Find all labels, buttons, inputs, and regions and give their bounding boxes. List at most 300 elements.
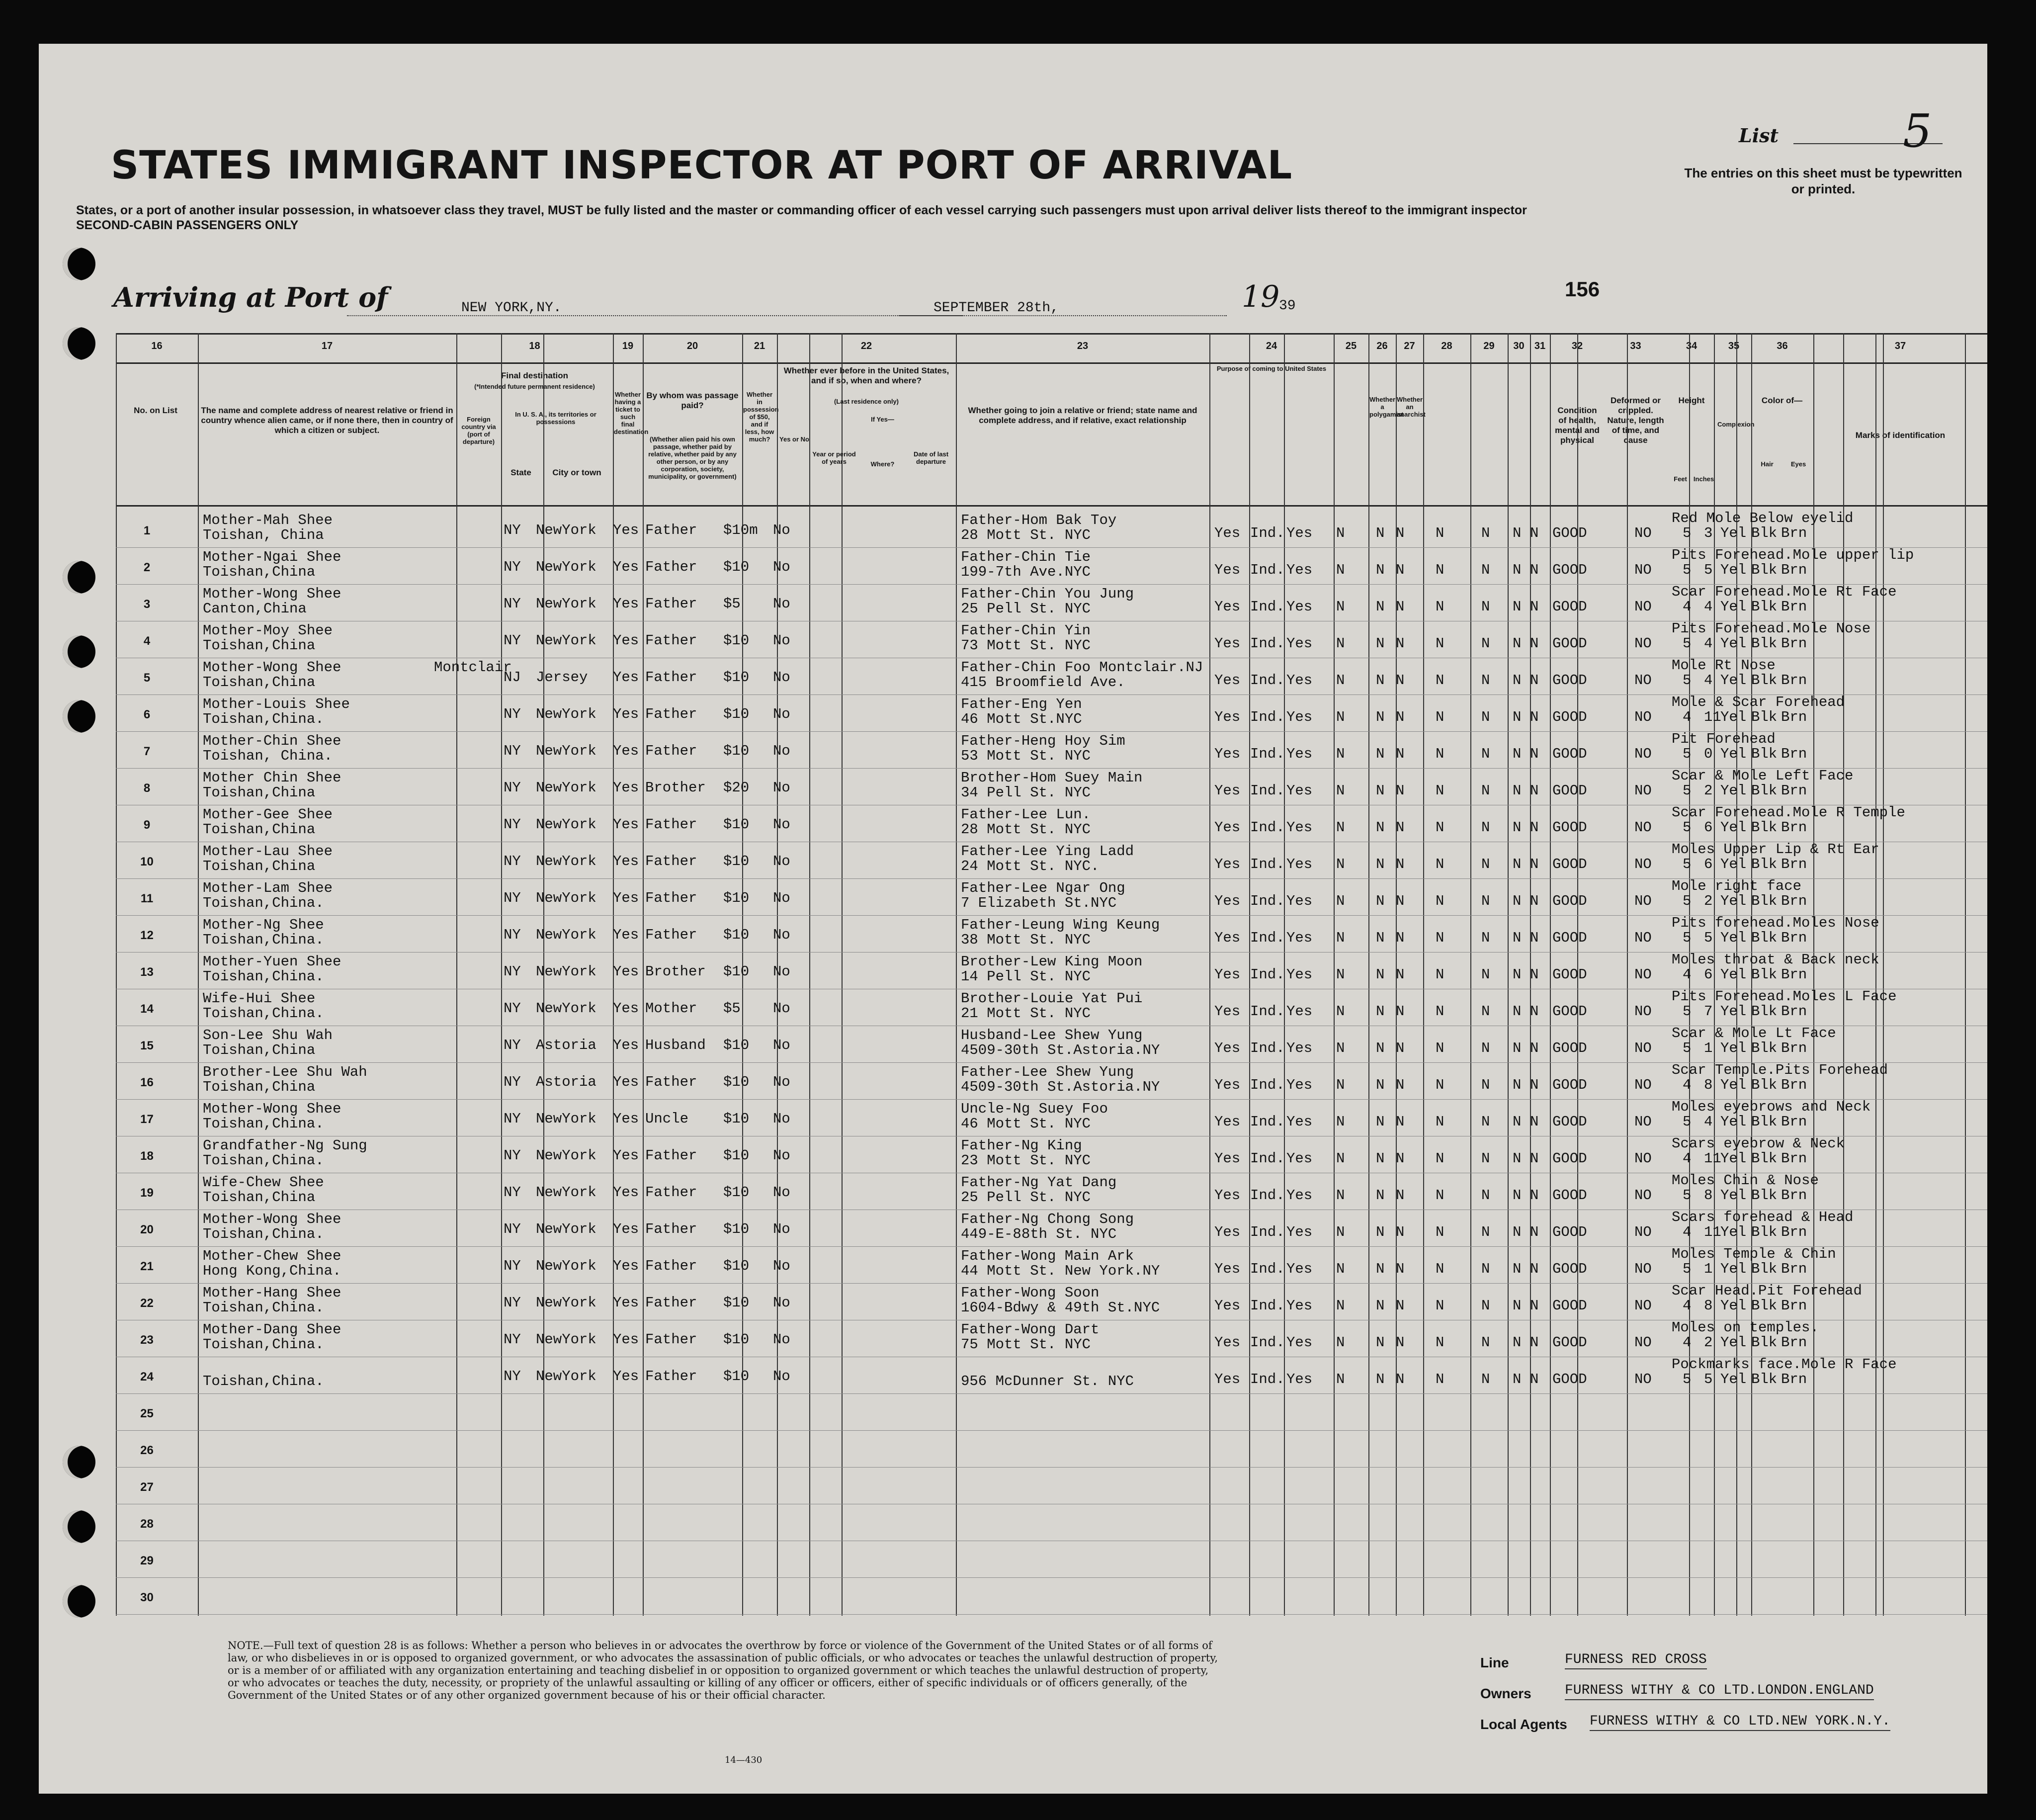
cell-c30: N [1513, 635, 1522, 652]
cell-deformed: NO [1634, 1298, 1652, 1314]
cell-ft: 5 [1683, 1187, 1692, 1204]
cell-ticket: Yes [613, 780, 639, 796]
list-stamp: 156 [1565, 277, 1600, 301]
cell-money: $10 [723, 1184, 750, 1201]
cell-join2: 4509-30th St.Astoria.NY [961, 1079, 1160, 1095]
cell-marks: Moles Temple & Chin [1672, 1246, 1836, 1262]
cell-marks: Pockmarks face.Mole R Face [1672, 1356, 1897, 1373]
colnum-29: 29 [1483, 341, 1495, 351]
header-purpose: Purpose of coming to United States [1216, 365, 1327, 372]
cell-rel2: Toishan,China. [203, 895, 324, 911]
cell-in: 2 [1704, 782, 1713, 799]
cell-join2: 1604-Bdwy & 49th St.NYC [961, 1300, 1160, 1316]
cell-paid: Father [645, 1258, 697, 1274]
header-city: City or town [552, 468, 601, 477]
cell-c26: N [1376, 1040, 1385, 1056]
cell-before: No [773, 1000, 790, 1017]
cell-p1: Yes [1214, 525, 1241, 541]
cell-p2: Ind. [1250, 819, 1285, 836]
cell-state: NY [504, 1074, 521, 1090]
cell-c30: N [1513, 782, 1522, 799]
row-number: 9 [143, 818, 151, 832]
cell-city: NewYork [536, 1111, 596, 1127]
cell-c30: N [1513, 1187, 1522, 1204]
cell-p3: Yes [1286, 1298, 1313, 1314]
cell-in: 5 [1704, 1371, 1713, 1387]
cell-rel2: Toishan,China. [203, 711, 324, 727]
cell-p2: Ind. [1250, 1040, 1285, 1056]
cell-city: NewYork [536, 853, 596, 869]
cell-c31: N [1530, 1187, 1539, 1204]
row-number: 18 [140, 1149, 154, 1163]
cell-c29: N [1481, 1224, 1490, 1240]
cell-c25: N [1336, 930, 1345, 946]
cell-ticket: Yes [613, 927, 639, 943]
cell-c28: N [1436, 856, 1444, 872]
cell-city: NewYork [536, 963, 596, 980]
cell-p3: Yes [1286, 1224, 1313, 1240]
manifest-row [116, 842, 1987, 879]
cell-p1: Yes [1214, 930, 1241, 946]
ship-line-label: Line [1480, 1655, 1509, 1670]
cell-p2: Ind. [1250, 1334, 1285, 1351]
cell-marks: Scar & Mole Lt Face [1672, 1025, 1836, 1041]
cell-ft: 4 [1683, 1077, 1692, 1093]
row-number: 2 [143, 561, 151, 574]
cell-city: NewYork [536, 1221, 596, 1237]
cell-c30: N [1513, 1077, 1522, 1093]
cell-ticket: Yes [613, 1147, 639, 1164]
cell-ticket: Yes [613, 669, 639, 686]
cell-c25: N [1336, 599, 1345, 615]
cell-marks: Pits forehead.Moles Nose [1672, 915, 1879, 931]
colnum-25: 25 [1345, 341, 1357, 351]
manifest-row [116, 1320, 1987, 1357]
cell-in: 2 [1704, 1334, 1713, 1351]
cell-c27: N [1396, 525, 1405, 541]
cell-hair: Blk [1751, 746, 1778, 762]
cell-c31: N [1530, 1298, 1539, 1314]
cell-c30: N [1513, 1040, 1522, 1056]
manifest-row [116, 695, 1987, 732]
cell-p2: Ind. [1250, 672, 1285, 689]
cell-p3: Yes [1286, 1371, 1313, 1387]
cell-health: GOOD [1552, 893, 1587, 909]
colnum-35: 35 [1728, 341, 1740, 351]
cell-rel1: Mother-Gee Shee [203, 806, 333, 823]
cell-eyes: Brn [1781, 1077, 1807, 1093]
punch-hole [63, 561, 95, 594]
cell-c29: N [1481, 635, 1490, 652]
cell-rel1: Mother-Ng Shee [203, 917, 324, 933]
cell-deformed: NO [1634, 746, 1652, 762]
cell-health: GOOD [1552, 1334, 1587, 1351]
cell-rel1: Mother-Lam Shee [203, 880, 333, 896]
row-number: 5 [143, 671, 151, 685]
cell-before: No [773, 1147, 790, 1164]
cell-join2: 46 Mott St. NYC [961, 1116, 1091, 1132]
cell-paid: Mother [645, 1000, 697, 1017]
cell-rel2: Toishan,China [203, 637, 316, 654]
cell-p1: Yes [1214, 1298, 1241, 1314]
cell-join1: Father-Hom Bak Toy [961, 512, 1117, 528]
cell-deformed: NO [1634, 930, 1652, 946]
header-subtitle-line2: SECOND-CABIN PASSENGERS ONLY [76, 218, 299, 232]
cell-ticket: Yes [613, 816, 639, 833]
cell-ft: 4 [1683, 599, 1692, 615]
header-paid-by-note: (Whether alien paid his own passage, whether paid by relative, whether paid by any other person, or by any corporation, society, municipality, or government) [648, 435, 737, 480]
cell-paid: Father [645, 596, 697, 612]
cell-paid: Father [645, 743, 697, 759]
cell-health: GOOD [1552, 1150, 1587, 1167]
cell-ft: 5 [1683, 819, 1692, 836]
cell-c26: N [1376, 599, 1385, 615]
manifest-sheet [39, 44, 1987, 1794]
cell-c28: N [1436, 966, 1444, 983]
row-number: 17 [140, 1113, 154, 1126]
port-underline [347, 315, 963, 316]
cell-c27: N [1396, 1371, 1405, 1387]
cell-c30: N [1513, 930, 1522, 946]
cell-c25: N [1336, 746, 1345, 762]
cell-before: No [773, 632, 790, 649]
form-code: 14—430 [725, 1755, 763, 1765]
punch-hole [63, 248, 95, 280]
cell-eyes: Brn [1781, 1298, 1807, 1314]
cell-state: NY [504, 1331, 521, 1348]
cell-hair: Blk [1751, 1040, 1778, 1056]
cell-c29: N [1481, 1334, 1490, 1351]
cell-p2: Ind. [1250, 1114, 1285, 1130]
cell-comp: Yel [1720, 709, 1747, 725]
cell-join1: Brother-Hom Suey Main [961, 770, 1143, 786]
cell-c26: N [1376, 893, 1385, 909]
ship-line-value: FURNESS RED CROSS [1565, 1652, 1707, 1669]
cell-p1: Yes [1214, 782, 1241, 799]
manifest-row [116, 621, 1987, 658]
cell-deformed: NO [1634, 599, 1652, 615]
punch-hole [63, 1446, 95, 1478]
cell-c31: N [1530, 672, 1539, 689]
cell-c25: N [1336, 1040, 1345, 1056]
cell-comp: Yel [1720, 1298, 1747, 1314]
punch-hole [63, 1510, 95, 1543]
cell-in: 8 [1704, 1187, 1713, 1204]
row-number: 11 [140, 892, 154, 905]
manifest-row [116, 511, 1987, 548]
arrival-port: NEW YORK,NY. [461, 300, 562, 316]
row-number: 21 [140, 1260, 154, 1273]
cell-c31: N [1530, 819, 1539, 836]
cell-comp: Yel [1720, 893, 1747, 909]
cell-in: 4 [1704, 1114, 1713, 1130]
cell-before: No [773, 1258, 790, 1274]
header-ticket: Whether having a ticket to such final destination [614, 391, 649, 435]
cell-c25: N [1336, 1371, 1345, 1387]
cell-p2: Ind. [1250, 930, 1285, 946]
cell-deformed: NO [1634, 1334, 1652, 1351]
cell-city: NewYork [536, 522, 596, 538]
cell-c29: N [1481, 782, 1490, 799]
cell-ft: 5 [1683, 525, 1692, 541]
row-number: 3 [143, 598, 151, 611]
cell-city: NewYork [536, 1184, 596, 1201]
cell-eyes: Brn [1781, 856, 1807, 872]
cell-state: NY [504, 927, 521, 943]
cell-rel1: Son-Lee Shu Wah [203, 1027, 333, 1043]
cell-c27: N [1396, 1114, 1405, 1130]
cell-health: GOOD [1552, 746, 1587, 762]
cell-c30: N [1513, 709, 1522, 725]
cell-health: GOOD [1552, 1298, 1587, 1314]
cell-rel1: Mother-Wong Shee [203, 659, 341, 676]
cell-paid: Brother [645, 780, 706, 796]
cell-comp: Yel [1720, 1224, 1747, 1240]
cell-before: No [773, 1295, 790, 1311]
cell-ticket: Yes [613, 743, 639, 759]
colnum-18: 18 [529, 341, 540, 351]
cell-c27: N [1396, 746, 1405, 762]
cell-deformed: NO [1634, 893, 1652, 909]
manifest-row [116, 1136, 1987, 1173]
cell-c27: N [1396, 856, 1405, 872]
cell-state: NY [504, 1147, 521, 1164]
cell-p1: Yes [1214, 1371, 1241, 1387]
header-deformed: Deformed or crippled. Nature, length of time, and cause [1607, 396, 1664, 445]
cell-c26: N [1376, 1298, 1385, 1314]
cell-c31: N [1530, 782, 1539, 799]
cell-city: NewYork [536, 559, 596, 575]
cell-c26: N [1376, 1224, 1385, 1240]
cell-c28: N [1436, 1003, 1444, 1020]
cell-health: GOOD [1552, 930, 1587, 946]
cell-c26: N [1376, 782, 1385, 799]
cell-c25: N [1336, 856, 1345, 872]
header-inches: Inches [1693, 475, 1714, 483]
arriving-label: Arriving at Port of [113, 281, 388, 313]
cell-comp: Yel [1720, 1003, 1747, 1020]
cell-before: No [773, 853, 790, 869]
cell-before: No [773, 1221, 790, 1237]
cell-c28: N [1436, 893, 1444, 909]
cell-hair: Blk [1751, 893, 1778, 909]
list-number-box [1739, 104, 1957, 158]
cell-rel1: Mother-Moy Shee [203, 622, 333, 639]
cell-p1: Yes [1214, 893, 1241, 909]
cell-city: NewYork [536, 632, 596, 649]
cell-in: 3 [1704, 525, 1713, 541]
cell-p2: Ind. [1250, 525, 1285, 541]
cell-c27: N [1396, 672, 1405, 689]
cell-health: GOOD [1552, 599, 1587, 615]
row-number: 6 [143, 708, 151, 721]
cell-ft: 4 [1683, 1224, 1692, 1240]
cell-p1: Yes [1214, 1077, 1241, 1093]
header-color-of: Color of— [1761, 396, 1803, 405]
manifest-row [116, 732, 1987, 769]
cell-rel1: Grandfather-Ng Sung [203, 1137, 367, 1154]
row-number: 7 [143, 745, 151, 758]
header-before-us: Whether ever before in the United States, and if so, when and where? [783, 366, 949, 385]
cell-health: GOOD [1552, 819, 1587, 836]
cell-c31: N [1530, 1224, 1539, 1240]
cell-ticket: Yes [613, 632, 639, 649]
cell-deformed: NO [1634, 1114, 1652, 1130]
cell-c28: N [1436, 819, 1444, 836]
cell-in: 1 [1704, 1040, 1713, 1056]
cell-health: GOOD [1552, 1003, 1587, 1020]
cell-eyes: Brn [1781, 893, 1807, 909]
cell-in: 4 [1704, 672, 1713, 689]
cell-c27: N [1396, 893, 1405, 909]
cell-p1: Yes [1214, 966, 1241, 983]
cell-p2: Ind. [1250, 1224, 1285, 1240]
cell-deformed: NO [1634, 819, 1652, 836]
cell-comp: Yel [1720, 562, 1747, 578]
manifest-row [116, 1100, 1987, 1136]
manifest-row [116, 989, 1987, 1026]
header-date-departure: Date of last departure [913, 450, 949, 465]
cell-rel2: Toishan,China [203, 564, 316, 580]
cell-comp: Yel [1720, 746, 1747, 762]
cell-c30: N [1513, 1334, 1522, 1351]
cell-rel1: Mother-Wong Shee [203, 586, 341, 602]
cell-join1: Father-Wong Soon [961, 1285, 1100, 1301]
cell-city: Astoria [536, 1074, 596, 1090]
cell-p3: Yes [1286, 1040, 1313, 1056]
page-title: STATES IMMIGRANT INSPECTOR AT PORT OF ARRIVAL [111, 143, 1293, 188]
cell-rel2: Toishan,China [203, 858, 316, 874]
cell-comp: Yel [1720, 930, 1747, 946]
cell-ticket: Yes [613, 1111, 639, 1127]
manifest-row [116, 548, 1987, 585]
ship-owners-value: FURNESS WITHY & CO LTD.LONDON.ENGLAND [1565, 1683, 1874, 1700]
cell-eyes: Brn [1781, 819, 1807, 836]
cell-rel1: Mother-Lau Shee [203, 843, 333, 860]
cell-eyes: Brn [1781, 599, 1807, 615]
cell-c28: N [1436, 1224, 1444, 1240]
cell-in: 11 [1704, 1224, 1721, 1240]
cell-rel1: Mother-Chew Shee [203, 1248, 341, 1264]
cell-money: $10 [723, 1111, 750, 1127]
header-complexion: Complexion [1717, 421, 1755, 428]
cell-city: NewYork [536, 816, 596, 833]
cell-marks: Moles Upper Lip & Rt Ear [1672, 841, 1879, 858]
cell-c29: N [1481, 1114, 1490, 1130]
cell-marks: Mole Rt Nose [1672, 657, 1776, 674]
cell-rel2: Canton,China [203, 601, 307, 617]
cell-c26: N [1376, 1003, 1385, 1020]
cell-ticket: Yes [613, 522, 639, 538]
cell-before: No [773, 1368, 790, 1385]
cell-c31: N [1530, 599, 1539, 615]
cell-before: No [773, 780, 790, 796]
cell-ticket: Yes [613, 1000, 639, 1017]
cell-c25: N [1336, 1334, 1345, 1351]
header-last-residence: (Last residence only) [834, 398, 899, 405]
cell-money: $10 [723, 559, 750, 575]
cell-health: GOOD [1552, 1077, 1587, 1093]
cell-join2: 28 Mott St. NYC [961, 527, 1091, 543]
colnum-17: 17 [321, 341, 333, 351]
header-hair: Hair [1761, 460, 1774, 468]
cell-join1: Father-Heng Hoy Sim [961, 733, 1125, 749]
cell-rel2: Toishan,China [203, 674, 316, 691]
cell-c29: N [1481, 1371, 1490, 1387]
cell-hair: Blk [1751, 1298, 1778, 1314]
cell-c26: N [1376, 930, 1385, 946]
cell-money: $10 [723, 1221, 750, 1237]
cell-p2: Ind. [1250, 709, 1285, 725]
cell-city: NewYork [536, 743, 596, 759]
cell-c29: N [1481, 1261, 1490, 1277]
cell-deformed: NO [1634, 672, 1652, 689]
cell-p3: Yes [1286, 782, 1313, 799]
cell-ft: 5 [1683, 856, 1692, 872]
cell-comp: Yel [1720, 635, 1747, 652]
cell-foreign: Montclair [434, 659, 512, 676]
cell-c29: N [1481, 893, 1490, 909]
cell-rel2: Toishan,China. [203, 1300, 324, 1316]
year-prefix: 19 [1242, 279, 1280, 314]
cell-c26: N [1376, 1261, 1385, 1277]
cell-c25: N [1336, 672, 1345, 689]
cell-join2: 34 Pell St. NYC [961, 784, 1091, 801]
cell-before: No [773, 963, 790, 980]
cell-c28: N [1436, 599, 1444, 615]
cell-rel1: Mother-Mah Shee [203, 512, 333, 528]
cell-before: No [773, 706, 790, 722]
cell-join1: Father-Chin You Jung [961, 586, 1134, 602]
empty-row [116, 1504, 1987, 1541]
cell-join2: 21 Mott St. NYC [961, 1005, 1091, 1022]
cell-p2: Ind. [1250, 1298, 1285, 1314]
cell-hair: Blk [1751, 1150, 1778, 1167]
cell-rel2: Toishan,China. [203, 1373, 324, 1389]
cell-c28: N [1436, 782, 1444, 799]
cell-state: NY [504, 1037, 521, 1053]
cell-money: $10 [723, 1074, 750, 1090]
cell-comp: Yel [1720, 1150, 1747, 1167]
cell-join1: Father-Chin Tie [961, 549, 1091, 565]
cell-eyes: Brn [1781, 525, 1807, 541]
colnum-36: 36 [1777, 341, 1788, 351]
cell-join2: 4509-30th St.Astoria.NY [961, 1042, 1160, 1058]
header-polygamist: Whether a polygamist [1369, 396, 1404, 418]
cell-c29: N [1481, 1040, 1490, 1056]
cell-deformed: NO [1634, 1187, 1652, 1204]
cell-money: $5 [723, 1000, 741, 1017]
cell-p3: Yes [1286, 930, 1313, 946]
cell-ticket: Yes [613, 1295, 639, 1311]
cell-city: NewYork [536, 596, 596, 612]
cell-eyes: Brn [1781, 746, 1807, 762]
cell-paid: Uncle [645, 1111, 689, 1127]
ship-agents-row [1480, 1714, 1977, 1733]
cell-rel2: Toishan,China [203, 821, 316, 838]
footnote-text: NOTE.—Full text of question 28 is as follows: Whether a person who believes in or advocates the overthrow by force or violence of the Government of the United States or of all forms of law, or who disbelieves in or is opposed to organized government, or who advocates the assassination of public officials, or who advocates or teaches the unlawful destruction of property, or is a member of or affiliated with any organization entertaining and teaching disbelief in or opposition to organized government or which teaches the unlawful destruction of property, or who advocates or teaches the duty, necessity, or propriety of the unlawful assaulting or killing of any officer or officers, either of specific individuals or of officers generally, of the Government of the United States or of any other organized government because of his or their official character. [228, 1640, 1218, 1701]
cell-p3: Yes [1286, 1261, 1313, 1277]
cell-p1: Yes [1214, 819, 1241, 836]
cell-c27: N [1396, 1334, 1405, 1351]
punch-hole [63, 635, 95, 668]
colnum-31: 31 [1534, 341, 1546, 351]
cell-comp: Yel [1720, 782, 1747, 799]
manifest-row [116, 1210, 1987, 1247]
cell-c27: N [1396, 1003, 1405, 1020]
cell-p1: Yes [1214, 635, 1241, 652]
cell-p3: Yes [1286, 1114, 1313, 1130]
